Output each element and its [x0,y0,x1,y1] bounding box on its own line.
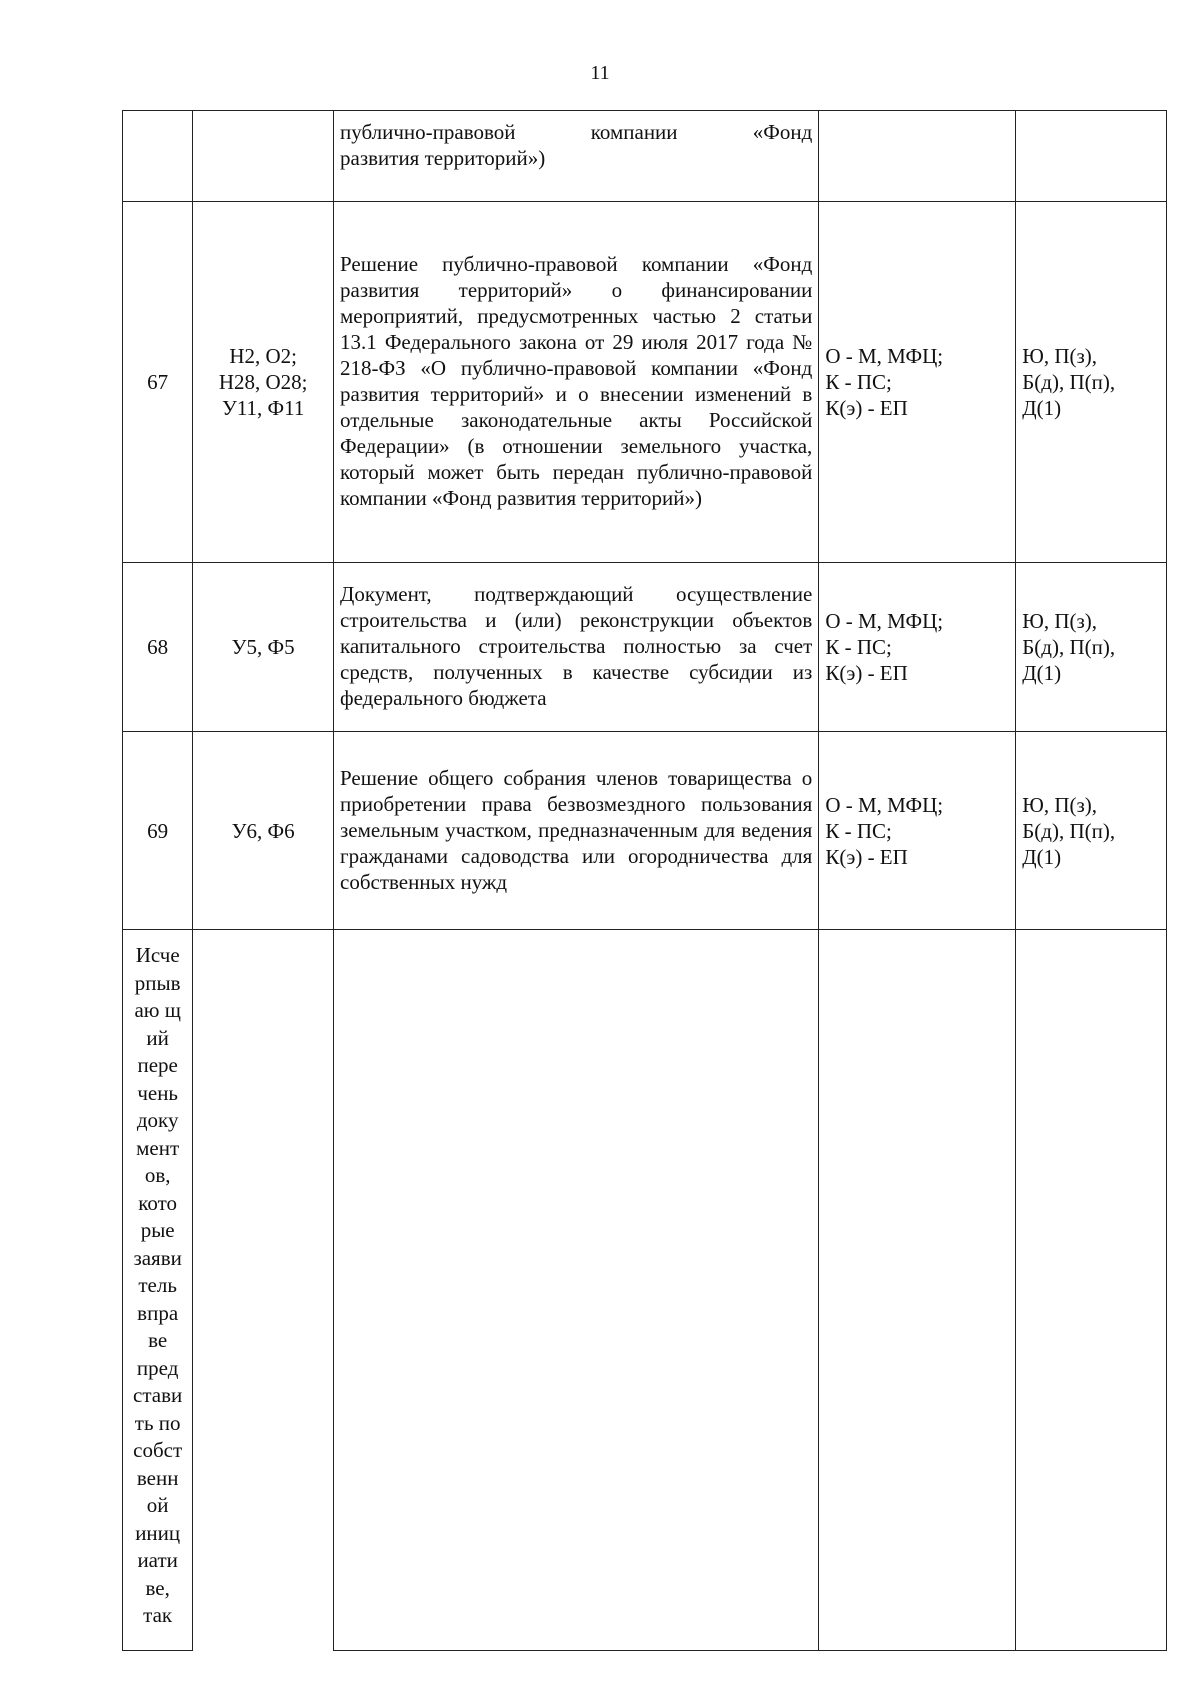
row-applicant-categories [1016,563,1167,732]
row-codes [193,732,334,930]
section-title-line: мент [136,1135,180,1160]
code-line: Н28, О28; [218,370,308,394]
code-line: Н2, О2; [229,344,297,368]
category-line: Д(1) [1022,396,1062,420]
row-applicant-categories [1016,732,1167,930]
way-line: О - М, МФЦ; [825,609,944,633]
way-line: К(э) - ЕП [825,396,908,420]
empty-cell [819,930,1016,1651]
section-title-line: ов, [144,1163,171,1187]
cell-number [123,111,193,202]
table-row [123,563,1167,732]
code-line: У6, Ф6 [231,818,295,843]
row-submission-ways [819,563,1016,732]
section-title-line: собст [133,1438,183,1462]
row-document: Решение общего собрания членов товарищества о приобретении права безвозмездного пользования земельным участком, предназначенным для ведения гражданами садоводства или огородничества для собственных нужд [334,732,819,930]
table-row-continuation [123,111,1167,202]
category-line: Б(д), П(п), [1022,370,1116,394]
section-title-line: Исче [135,943,180,967]
category-line: Б(д), П(п), [1022,818,1116,843]
way-line: К - ПС; [825,635,892,659]
section-title-line: так [143,1603,173,1627]
page-number: 11 [590,62,610,84]
cell-codes [193,111,334,202]
section-title-line: ве, [145,1575,170,1600]
section-title-line: венн [136,1465,179,1490]
cell-applicant-category [1016,111,1167,202]
section-title-line: стави [133,1383,183,1407]
way-line: К - ПС; [825,370,892,394]
row-number: 67 [123,202,193,563]
row-submission-ways [819,202,1016,563]
section-title-cell [123,930,193,1651]
empty-cell [334,930,819,1651]
code-line: У5, Ф5 [231,635,295,659]
section-title-line: кото [138,1190,178,1215]
row-number: 68 [123,563,193,732]
documents-table [122,110,1167,1651]
section-title-line: рпыв [134,970,181,995]
section-title-line: заяви [133,1245,182,1270]
category-line: Д(1) [1022,844,1062,869]
category-line: Ю, П(з), [1022,344,1098,368]
section-title-line: впра [137,1300,179,1325]
code-line: У11, Ф11 [221,396,305,420]
section-title-line: доку [136,1108,179,1132]
section-title-line: иати [137,1548,178,1572]
section-title-line: аю щ [134,998,181,1022]
category-line: Ю, П(з), [1022,609,1098,633]
section-title-line: пред [136,1355,179,1380]
section-title-line: иниц [135,1520,181,1545]
row-codes [193,202,334,563]
way-line: О - М, МФЦ; [825,792,944,817]
way-line: К(э) - ЕП [825,844,908,869]
section-title-line: ве [148,1328,168,1352]
way-line: О - М, МФЦ; [825,344,944,368]
section-title-line: тель [138,1273,177,1297]
section-title-line: ть по [134,1410,181,1435]
row-number: 69 [123,732,193,930]
document-line: публично-правовой компании «Фонд [340,120,813,144]
section-title [123,930,192,1630]
table-row [123,732,1167,930]
table-row-section-header [123,930,1167,1651]
way-line: К(э) - ЕП [825,661,908,685]
row-document: Решение публично-правовой компании «Фонд развития территорий» о финансировании мероприятий, предусмотренных частью 2 статьи 13.1 Федерального закона от 29 июля 2017 года № 218-ФЗ «О публично-правовой компании «Фонд развития территорий» и о внесении изменений в отдельные законодательные акты Российской Федерации» (в отношении земельного участка, который может быть передан публично-правовой компании «Фонд развития территорий») [334,202,819,563]
document-line: развития территорий») [340,146,546,170]
section-title-line: рые [140,1218,175,1242]
cell-submission-way [819,111,1016,202]
section-title-line: пере [137,1053,178,1077]
way-line: К - ПС; [825,818,892,843]
row-codes [193,563,334,732]
section-title-line: ой [146,1493,169,1517]
category-line: Д(1) [1022,661,1062,685]
section-title-line: чень [137,1080,179,1105]
category-line: Ю, П(з), [1022,792,1098,817]
row-applicant-categories [1016,202,1167,563]
category-line: Б(д), П(п), [1022,635,1116,659]
section-title-line: ий [146,1025,169,1050]
empty-cell [193,930,334,1651]
table-row [123,202,1167,563]
cell-document [334,111,819,202]
row-submission-ways [819,732,1016,930]
row-document: Документ, подтверждающий осуществление строительства и (или) реконструкции объектов капитального строительства полностью за счет средств, полученных в качестве субсидии из федерального бюджета [334,563,819,732]
empty-cell [1016,930,1167,1651]
